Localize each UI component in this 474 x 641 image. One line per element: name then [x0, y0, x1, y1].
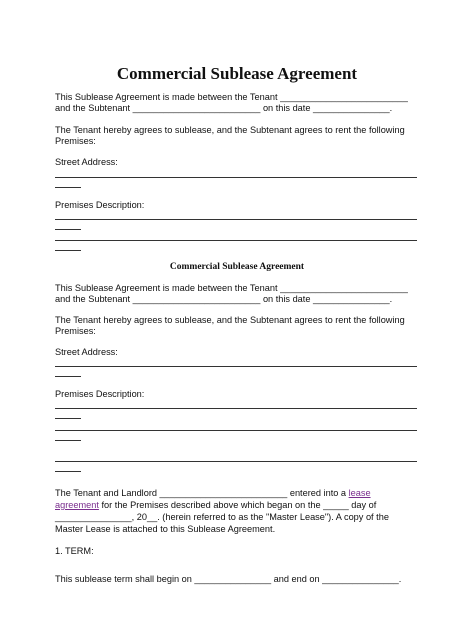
- premises-description-line-1: [55, 408, 417, 409]
- premises-intro-line-1: The Tenant hereby agrees to sublease, and the Subtenant agrees to rent the following: [55, 125, 405, 135]
- premises-description-line-2: [55, 430, 417, 431]
- lease-agreement-link[interactable]: lease: [348, 488, 371, 498]
- parties-line-2: and the Subtenant _________________________ on this date _______________.: [55, 294, 393, 304]
- street-address-line: [55, 366, 417, 367]
- parties-line-1: This Sublease Agreement is made between the Tenant _________________________: [55, 283, 408, 293]
- street-address-line-end: [55, 187, 81, 188]
- term-heading: 1. TERM:: [55, 546, 94, 556]
- premises-description-line-1: [55, 219, 417, 220]
- lease-line-1: [55, 488, 371, 499]
- lease-line-1-text: The Tenant and Landlord _________________________ entered into a: [55, 488, 349, 498]
- premises-intro-line-2: Premises:: [55, 326, 96, 336]
- lease-agreement-link-continued[interactable]: agreement: [55, 500, 99, 510]
- term-text: This sublease term shall begin on _______________ and end on _______________.: [55, 574, 402, 584]
- street-address-label: Street Address:: [55, 157, 118, 167]
- premises-description-label: Premises Description:: [55, 389, 145, 399]
- premises-intro-line-1: The Tenant hereby agrees to sublease, and the Subtenant agrees to rent the following: [55, 315, 405, 325]
- premises-description-line-2-end: [55, 440, 81, 441]
- premises-description-line-1-end: [55, 418, 81, 419]
- parties-line-2: and the Subtenant _________________________ on this date _______________.: [55, 103, 393, 113]
- lease-line-4: Master Lease is attached to this Sublease Agreement.: [55, 524, 276, 534]
- premises-description-line-3-end: [55, 471, 81, 472]
- parties-line-1: This Sublease Agreement is made between the Tenant _________________________: [55, 92, 408, 102]
- document-title: Commercial Sublease Agreement: [116, 64, 358, 83]
- street-address-label: Street Address:: [55, 347, 118, 357]
- street-address-line-end: [55, 376, 81, 377]
- premises-description-line-2-end: [55, 250, 81, 251]
- street-address-line: [55, 177, 417, 178]
- section-title: Commercial Sublease Agreement: [169, 262, 305, 272]
- premises-intro-line-2: Premises:: [55, 136, 96, 146]
- premises-description-line-3: [55, 461, 417, 462]
- premises-description-line-2: [55, 240, 417, 241]
- premises-description-line-1-end: [55, 229, 81, 230]
- premises-description-label: Premises Description:: [55, 200, 145, 210]
- lease-line-3: _______________, 20__. (herein referred to as the "Master Lease"). A copy of the: [55, 512, 389, 522]
- lease-line-2: [55, 500, 376, 511]
- lease-line-2-text: for the Premises described above which began on the _____ day of: [98, 500, 377, 510]
